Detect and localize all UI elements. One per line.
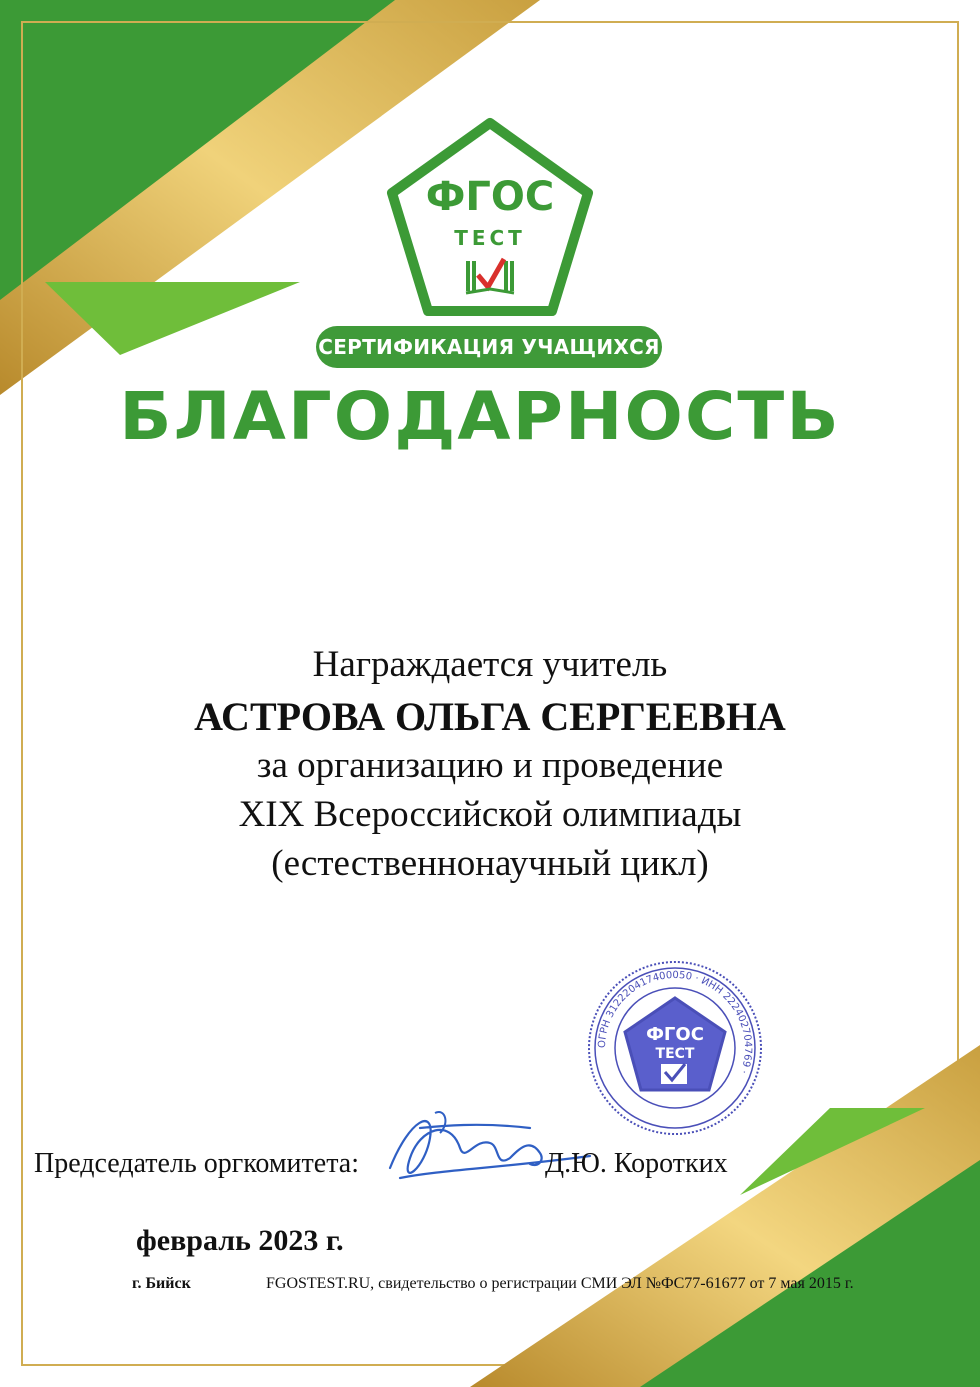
- footer-city: г. Бийск: [132, 1275, 191, 1292]
- logo-fgos-text: ФГОС: [425, 174, 555, 220]
- top-light-green-stripe: [45, 282, 300, 355]
- chairman-name: Д.Ю. Коротких: [545, 1148, 728, 1179]
- logo-test-text: ТЕСТ: [454, 226, 526, 250]
- footer-registration: FGOSTEST.RU, свидетельство о регистрации СМИ ЭЛ №ФС77-61677 от 7 мая 2015 г.: [266, 1275, 854, 1292]
- seal-fgos-text: ФГОС: [646, 1024, 704, 1045]
- awardee-name: АСТРОВА ОЛЬГА СЕРГЕЕВНА: [194, 694, 786, 739]
- issue-date: февраль 2023 г.: [136, 1224, 344, 1257]
- seal-test-text: ТЕСТ: [655, 1046, 695, 1062]
- event-line: XIX Всероссийской олимпиады: [238, 794, 742, 835]
- seal-ring-text: ОГРН 312220417400050 · ИНН 222402704769 ·: [596, 969, 754, 1076]
- awarded-line: Награждается учитель: [312, 644, 668, 685]
- reason-line: за организацию и проведение: [256, 745, 724, 786]
- cycle-line: (естественнонаучный цикл): [271, 843, 709, 884]
- certificate-title: БЛАГОДАРНОСТЬ: [119, 378, 841, 455]
- chairman-label: Председатель оргкомитета:: [34, 1148, 359, 1179]
- fgos-test-logo: [380, 115, 600, 325]
- certification-bar: СЕРТИФИКАЦИЯ УЧАЩИХСЯ: [316, 326, 662, 368]
- official-seal: [585, 958, 765, 1138]
